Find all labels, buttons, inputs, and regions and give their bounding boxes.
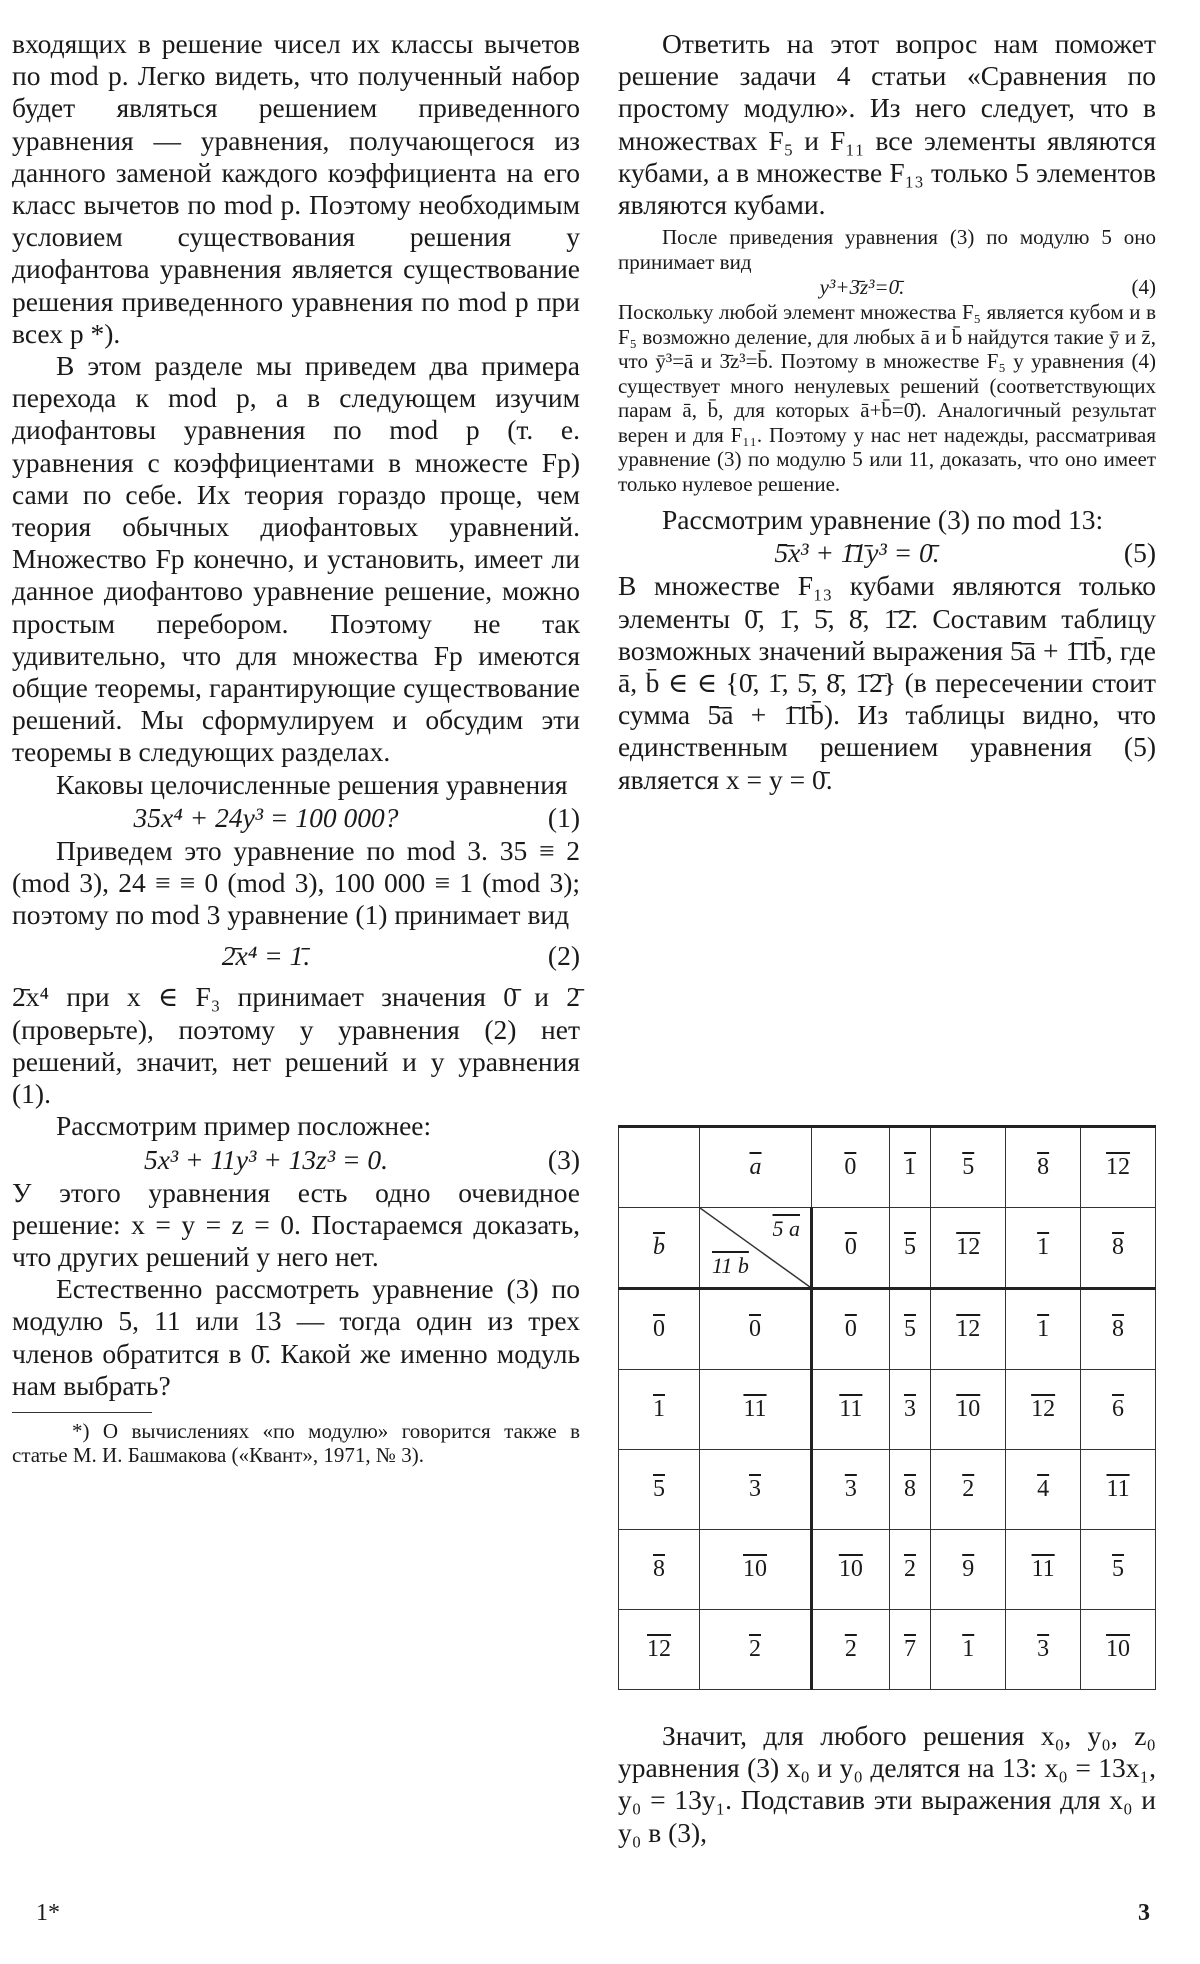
header-a: $\overline{a}$ [700,1127,812,1208]
footnote-rule [12,1412,152,1413]
b-value: 0 [619,1289,700,1370]
table-row [619,1610,1156,1690]
b-value: 5 [619,1450,700,1530]
paragraph: Рассмотрим пример посложнее: [56,1110,432,1142]
table-row [619,1289,1156,1370]
table-cell: 5 [889,1208,931,1289]
table-cell: 2 [931,1450,1006,1530]
table-cell: 6 [1081,1370,1156,1450]
paragraph: входящих в решение чисел их классы вычетов по mod p. Легко видеть, что полученный набор будет являться решением приведенного уравнения — уравнения, получающегося из данного заменой каждого коэффициента на его класс вычетов по mod p. Поэтому необходимым условием существования решения у диофантова уравнения является существование решения приведенного уравнения по mod p при всех p *). [12,28,580,349]
table-cell: 1 [931,1610,1006,1690]
paragraph: В этом разделе мы приведем два примера перехода к mod p, а в следующем изучим диофантовы уравнения по mod p (т. е. уравнения с коэффициентами в множесте Fp) сами по себе. Их теория гораздо проще, чем теория обычных диофантовых уравнений. Множество Fp конечно, и установить, имеет ли данное диофантово уравнение решение, можно простым перебором. Поэтому не так удивительно, что для множества Fp имеются общие теоремы, гарантирующие существование решений. Мы сформулируем и обсудим эти теоремы в следующих разделах. [12,350,580,768]
b-value: 8 [619,1530,700,1610]
a-value: 1 [889,1127,931,1208]
equation-expression: y³+3̄z³=0̄. [819,275,905,300]
paragraph: Приведем это уравнение по mod 3. 35 ≡ 2 (mod 3), 24 ≡ ≡ 0 (mod 3), 100 000 ≡ 1 (mod 3); поэтому по mod 3 уравнение (1) принимает вид [12,834,580,931]
paragraph: Значит, для любого решения x₀, y₀, z₀ уравнения (3) x₀ и y₀ делятся на 13: x₀ = 13x₁, y₀ = 13y₁. Подставив эти выражения для x₀ и y₀ в (3), [618,1720,1156,1848]
paragraph: У этого уравнения есть одно очевидное решение: x = y = z = 0. Постараемся доказать, что других решений у него нет. [12,1176,580,1272]
table-row [619,1208,1156,1289]
signature-mark: 1* [36,1900,60,1926]
a-value: 0 [812,1127,890,1208]
table-row [619,1530,1156,1610]
table-cell: 9 [931,1530,1006,1610]
left-column [12,28,580,1467]
table-cell: 0 [812,1289,890,1370]
table-cell: 3 [1006,1610,1081,1690]
table-cell: 0 [812,1208,890,1289]
b-value: 12 [619,1610,700,1690]
b11-value: 11 [700,1370,812,1450]
equation-3 [12,1143,580,1177]
table-cell: 10 [812,1530,890,1610]
residue-table [618,1125,1156,1690]
table-cell: 8 [1081,1289,1156,1370]
equation-4 [618,274,1156,300]
table-cell: 4 [1006,1450,1081,1530]
table-row [619,1450,1156,1530]
table-cell: 8 [1081,1208,1156,1289]
equation-number: (3) [547,1143,580,1175]
page-number: 3 [1138,1900,1150,1926]
equation-2 [12,939,580,973]
equation-expression: 2̄x⁴ = 1̄. [221,940,311,972]
table-cell: 3 [889,1370,931,1450]
table-cell: 1 [1006,1208,1081,1289]
b11-value: 0 [700,1289,812,1370]
table-header-row [619,1127,1156,1208]
table-cell: 2 [812,1610,890,1690]
paragraph: Естественно рассмотреть уравнение (3) по модулю 5, 11 или 13 — тогда один из трех членов обратится в 0̄. Какой же именно модуль нам выбрать? [12,1273,580,1401]
paragraph: 2̄x⁴ при x ∈ F₃ принимает значения 0̄ и 2̄ (проверьте), поэтому у уравнения (2) нет решений, значит, нет решений и у уравнения (1). [12,981,580,1110]
table-cell: 10 [931,1370,1006,1450]
paragraph: В множестве F₁₃ кубами являются только элементы 0̄, 1̄, 5̄, 8̄, 1̄2̄. Составим таблицу возможных значений выражения 5̄ā + 1̄1̄b̄, где ā, b̄ ∈ ∈ {0̄, 1̄, 5̄, 8̄, 1̄2̄} (в пересечении стоит сумма 5̄ā + 1̄1̄b̄). Из таблицы видно, что единственным решением уравнения (5) является x = y = 0̄. [618,570,1156,795]
equation-expression: 5x³ + 11y³ + 13z³ = 0. [143,1143,389,1175]
diag-top-label: 5 a [772,1216,800,1241]
a-value: 5 [931,1127,1006,1208]
paragraph: Рассмотрим уравнение (3) по mod 13: [662,504,1104,536]
table-cell: 12 [931,1289,1006,1370]
table-cell: 7 [889,1610,931,1690]
table-cell: 12 [931,1208,1006,1289]
footnote: *) О вычислениях «по модулю» говорится также в статье М. И. Башмакова («Квант», 1971, № 3). [12,1418,580,1467]
diagonal-header-cell [700,1208,812,1289]
after-table-text [618,1720,1156,1849]
b11-value: 3 [700,1450,812,1530]
equation-5 [618,536,1156,570]
a-value: 8 [1006,1127,1081,1208]
paragraph: Каковы целочисленные решения уравнения [56,768,568,800]
equation-number: (4) [1131,275,1156,300]
b11-value: 2 [700,1610,812,1690]
equation-number: (2) [547,940,580,972]
table-cell: 12 [1006,1370,1081,1450]
a-value: 12 [1081,1127,1156,1208]
table-cell: 11 [1006,1530,1081,1610]
b11-value: 10 [700,1530,812,1610]
b-value: 1 [619,1370,700,1450]
table-cell: 5 [889,1289,931,1370]
equation-number: (5) [1123,537,1156,569]
table-cell: 11 [1081,1450,1156,1530]
equation-expression: 5̄x³ + 1̄1̄y³ = 0̄. [774,537,940,569]
table-cell: 2 [889,1530,931,1610]
equation-1 [12,801,580,835]
small-paragraph: Поскольку любой элемент множества F₅ является кубом и в F₅ возможно деление, для любых ā и b̄ найдутся такие ȳ и z̄, что ȳ³=ā и 3̄z³=b̄. Поэтому в множестве F₅ у уравнения (4) существует много ненулевых решений (соответствующих парам ā, b̄, для которых ā+b̄=0̄). Аналогичный результат верен и для F₁₁. Поэтому у нас нет надежды, рассматривая уравнение (3) по модулю 5 или 11, доказать, что оно имеет только нулевое решение. [618,300,1156,496]
small-paragraph: После приведения уравнения (3) по модулю 5 оно принимает вид [618,225,1156,274]
table-cell: 5 [1081,1530,1156,1610]
table-cell: 1 [1006,1289,1081,1370]
table-cell: 11 [812,1370,890,1450]
equation-expression: 35x⁴ + 24y³ = 100 000? [133,801,399,833]
paragraph: Ответить на этот вопрос нам поможет решение задачи 4 статьи «Сравнения по простому модулю». Из него следует, что в множествах F₅ и F₁₁ все элементы являются кубами, а в множестве F₁₃ только 5 элементов являются кубами. [618,28,1156,221]
diag-bottom-label: 11 b [712,1253,749,1278]
right-column [618,28,1156,796]
table-row [619,1370,1156,1450]
table-cell: 8 [889,1450,931,1530]
table-cell: 3 [812,1450,890,1530]
table-cell: 10 [1081,1610,1156,1690]
header-b: $\overline{b}$ [619,1208,700,1289]
table-corner-cell [619,1127,700,1208]
equation-number: (1) [547,801,580,833]
